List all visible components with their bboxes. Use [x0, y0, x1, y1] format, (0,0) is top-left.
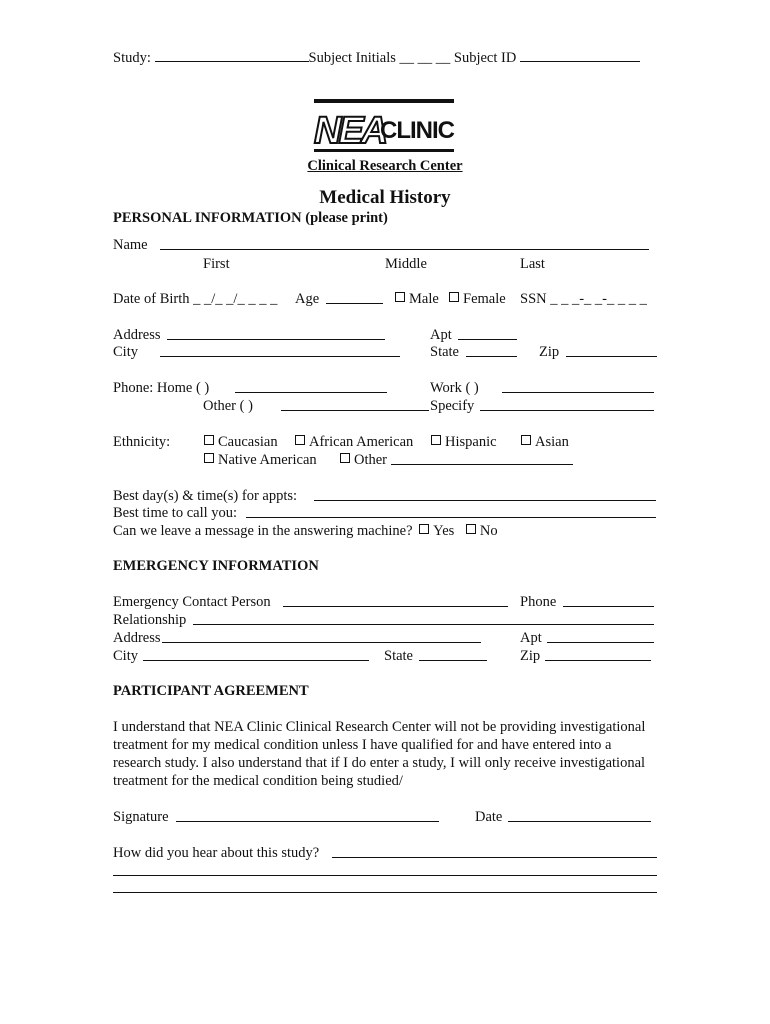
emergency-city-label: City: [113, 648, 138, 664]
female-checkbox[interactable]: [449, 292, 459, 302]
city-label: City: [113, 344, 138, 360]
other-ethnicity-field[interactable]: [391, 464, 573, 465]
emergency-city-field[interactable]: [143, 660, 369, 661]
nea-clinic-logo: [312, 98, 456, 158]
emergency-address-field[interactable]: [162, 642, 481, 643]
male-option[interactable]: [395, 290, 439, 308]
page-title: Medical History: [319, 187, 451, 208]
subject-id-field[interactable]: [520, 48, 640, 62]
date-field[interactable]: [508, 821, 651, 822]
emergency-heading: EMERGENCY INFORMATION: [113, 558, 319, 574]
logo-subtitle: Clinical Research Center: [307, 158, 463, 174]
best-time-field[interactable]: [246, 517, 656, 518]
caucasian-label: Caucasian: [218, 434, 278, 450]
emergency-contact-field[interactable]: [283, 606, 508, 607]
phone-home-field[interactable]: [235, 392, 387, 393]
emergency-address-label: Address: [113, 630, 161, 646]
state-field[interactable]: [466, 356, 517, 357]
last-label: Last: [520, 256, 545, 272]
apt-field[interactable]: [458, 339, 517, 340]
personal-info-heading: PERSONAL INFORMATION (please print): [113, 210, 388, 226]
emergency-apt-label: Apt: [520, 630, 542, 646]
ethnicity-option-african-american[interactable]: [295, 433, 413, 451]
apt-label: Apt: [430, 327, 452, 343]
message-no-label: No: [479, 523, 498, 539]
city-field[interactable]: [160, 356, 400, 357]
signature-field[interactable]: [176, 821, 439, 822]
native-american-checkbox[interactable]: [204, 453, 214, 463]
hear-about-line-3[interactable]: [113, 892, 657, 893]
other-phone-label: Other ( ): [203, 398, 253, 414]
address-label: Address: [113, 327, 161, 343]
message-yes-checkbox[interactable]: [419, 524, 429, 534]
phone-home-label: Phone: Home ( ): [113, 380, 210, 396]
hear-about-field[interactable]: [332, 857, 657, 858]
subject-id-label: Subject ID: [453, 50, 517, 66]
best-time-label: Best time to call you:: [113, 505, 238, 521]
ethnicity-option-other[interactable]: [340, 451, 387, 469]
emergency-state-label: State: [384, 648, 413, 664]
hispanic-checkbox[interactable]: [431, 435, 441, 445]
nea-logo-graphic: [312, 98, 456, 158]
study-label: Study:: [113, 50, 151, 66]
message-question: [113, 522, 498, 540]
female-label: Female: [463, 291, 506, 307]
address-field[interactable]: [167, 339, 385, 340]
clinic-logo-text: CLINIC: [380, 117, 454, 144]
male-checkbox[interactable]: [395, 292, 405, 302]
african-american-label: African American: [309, 434, 414, 450]
relationship-field[interactable]: [193, 624, 654, 625]
ssn-label: SSN _ _ _-_ _-_ _ _ _: [520, 291, 647, 307]
relationship-label: Relationship: [113, 612, 187, 628]
hispanic-label: Hispanic: [445, 434, 497, 450]
name-field[interactable]: [160, 249, 649, 250]
female-option[interactable]: [449, 290, 506, 308]
hear-about-label: How did you hear about this study?: [113, 845, 320, 861]
middle-label: Middle: [385, 256, 427, 272]
other-phone-field[interactable]: [281, 410, 429, 411]
ethnicity-label: Ethnicity:: [113, 434, 171, 450]
date-label: Date: [475, 809, 503, 825]
subject-initials-label: Subject Initials __ __ __: [308, 50, 451, 66]
specify-field[interactable]: [480, 410, 654, 411]
zip-field[interactable]: [566, 356, 657, 357]
asian-checkbox[interactable]: [521, 435, 531, 445]
ethnicity-option-hispanic[interactable]: [431, 433, 497, 451]
state-label: State: [430, 344, 459, 360]
african-american-checkbox[interactable]: [295, 435, 305, 445]
nea-logo-text: NEA: [314, 110, 386, 152]
ethnicity-option-caucasian[interactable]: [204, 433, 278, 451]
first-label: First: [203, 256, 230, 272]
best-days-label: Best day(s) & time(s) for appts:: [113, 488, 298, 504]
agreement-heading: PARTICIPANT AGREEMENT: [113, 683, 309, 699]
study-line: [113, 48, 640, 67]
work-phone-field[interactable]: [502, 392, 654, 393]
message-no-checkbox[interactable]: [466, 524, 476, 534]
emergency-apt-field[interactable]: [547, 642, 654, 643]
message-question-text: Can we leave a message in the answering machine?: [113, 523, 413, 539]
ethnicity-option-native-american[interactable]: [204, 451, 317, 469]
best-days-field[interactable]: [314, 500, 656, 501]
dob-label: Date of Birth _ _/_ _/_ _ _ _: [113, 291, 278, 307]
study-field[interactable]: [155, 48, 309, 62]
message-yes-label: Yes: [433, 523, 455, 539]
specify-label: Specify: [430, 398, 475, 414]
native-american-label: Native American: [218, 452, 317, 468]
asian-label: Asian: [535, 434, 569, 450]
agreement-text: I understand that NEA Clinic Clinical Research Center will not be providing investigational treatment for my medical condition unless I have qualified for and have entered into a research study. I also understand that if I do enter a study, I will only receive investigational treatment for the medical condition being studied/: [113, 719, 646, 789]
other-ethnicity-label: Other: [354, 452, 388, 468]
other-ethnicity-checkbox[interactable]: [340, 453, 350, 463]
age-label: Age: [295, 291, 320, 307]
emergency-zip-label: Zip: [520, 648, 541, 664]
name-label: Name: [113, 237, 148, 253]
emergency-phone-field[interactable]: [563, 606, 654, 607]
work-phone-label: Work ( ): [430, 380, 479, 396]
emergency-zip-field[interactable]: [545, 660, 651, 661]
age-field[interactable]: [326, 303, 383, 304]
emergency-contact-label: Emergency Contact Person: [113, 594, 271, 610]
emergency-phone-label: Phone: [520, 594, 557, 610]
hear-about-line-2[interactable]: [113, 875, 657, 876]
zip-label: Zip: [539, 344, 560, 360]
signature-label: Signature: [113, 809, 169, 825]
ethnicity-option-asian[interactable]: [521, 433, 569, 451]
emergency-state-field[interactable]: [419, 660, 487, 661]
caucasian-checkbox[interactable]: [204, 435, 214, 445]
male-label: Male: [409, 291, 439, 307]
